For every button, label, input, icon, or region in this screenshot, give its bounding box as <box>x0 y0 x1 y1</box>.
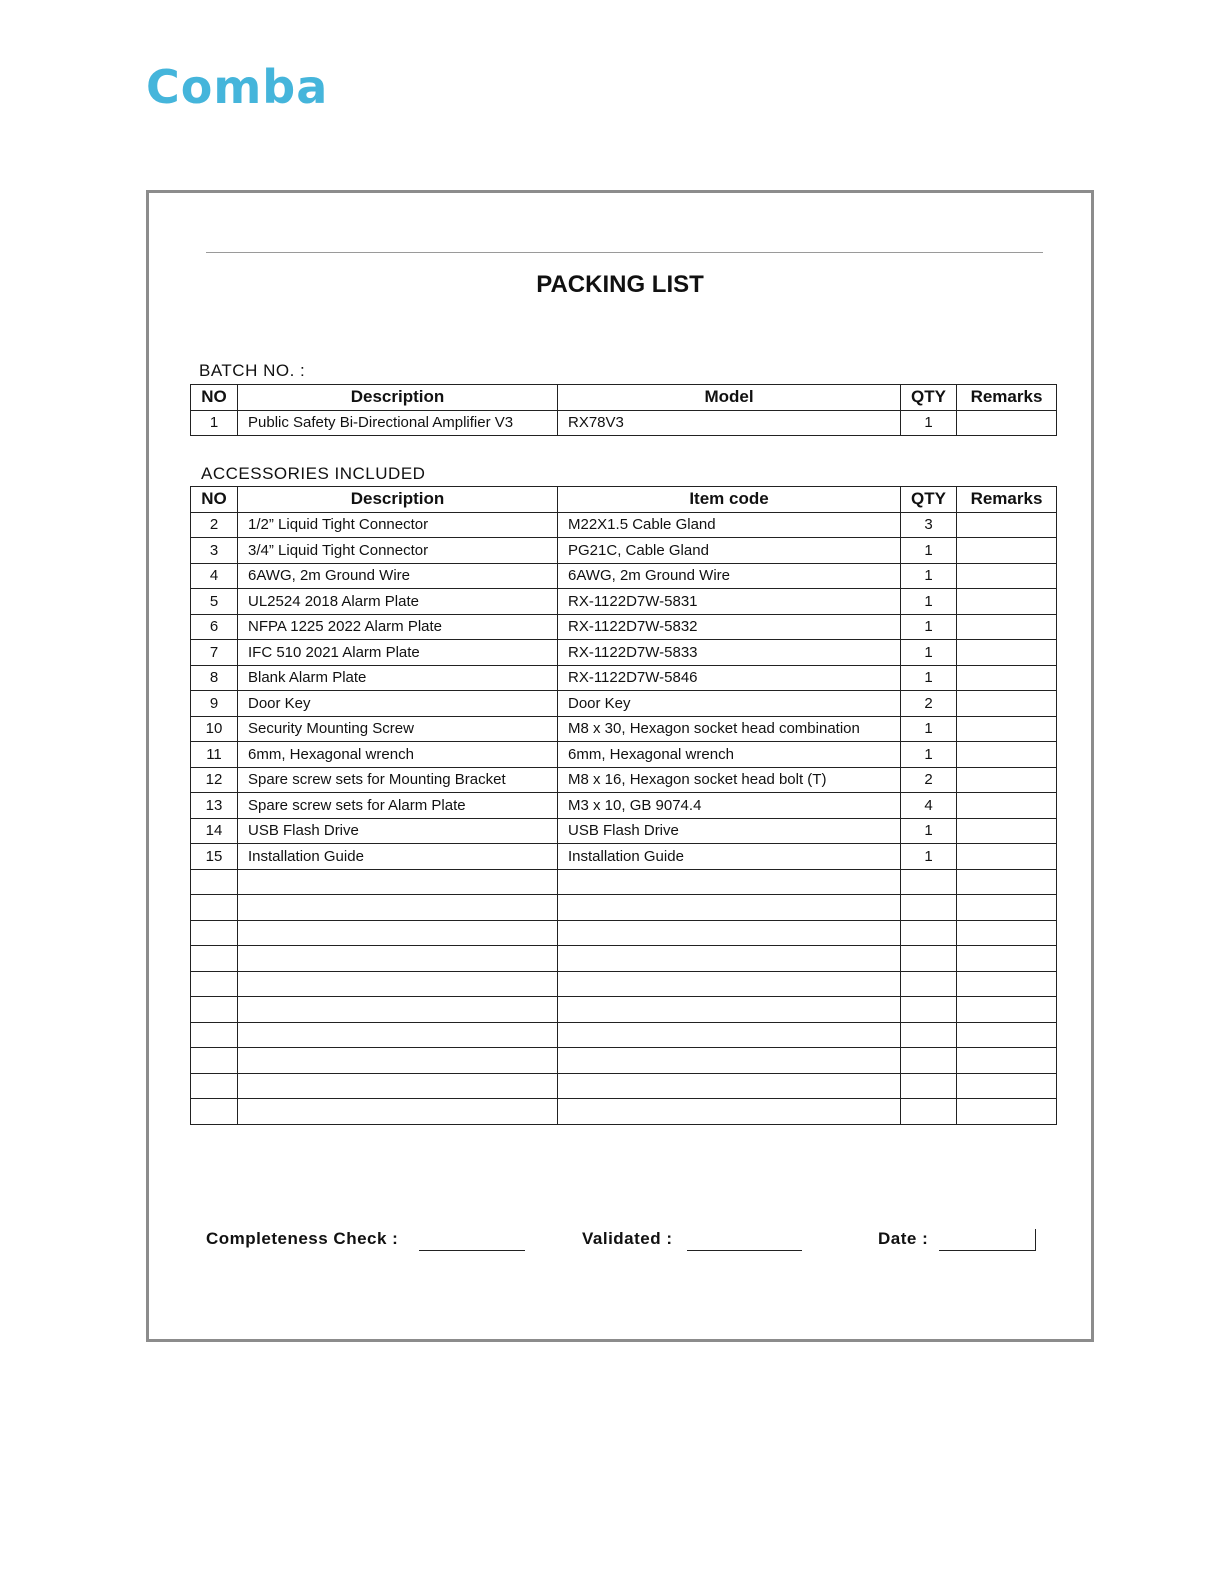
cell-remarks <box>957 997 1057 1023</box>
cell-no: 15 <box>191 844 238 870</box>
cell-qty: 1 <box>901 742 957 768</box>
cell-qty <box>901 920 957 946</box>
cell-description: Door Key <box>238 691 558 717</box>
cell-code: PG21C, Cable Gland <box>558 538 901 564</box>
table-row <box>191 793 1057 819</box>
cell-qty <box>901 869 957 895</box>
header-no: NO <box>191 487 238 513</box>
cell-qty <box>901 895 957 921</box>
cell-description <box>238 869 558 895</box>
cell-description <box>238 971 558 997</box>
cell-no: 2 <box>191 512 238 538</box>
cell-description: Blank Alarm Plate <box>238 665 558 691</box>
cell-remarks <box>957 895 1057 921</box>
cell-description: Spare screw sets for Mounting Bracket <box>238 767 558 793</box>
cell-no: 3 <box>191 538 238 564</box>
cell-qty <box>901 1048 957 1074</box>
cell-description: Security Mounting Screw <box>238 716 558 742</box>
batch-label: BATCH NO. : <box>199 361 306 380</box>
cell-qty: 1 <box>901 640 957 666</box>
cell-description <box>238 997 558 1023</box>
cell-remarks <box>957 1022 1057 1048</box>
cell-remarks <box>957 589 1057 615</box>
cell-qty: 1 <box>901 716 957 742</box>
cell-remarks <box>957 538 1057 564</box>
cell-code: M8 x 30, Hexagon socket head combination <box>558 716 901 742</box>
cell-code: M3 x 10, GB 9074.4 <box>558 793 901 819</box>
validated-line[interactable] <box>687 1250 802 1251</box>
cell-no <box>191 869 238 895</box>
cell-no <box>191 1048 238 1074</box>
cell-code <box>558 1022 901 1048</box>
cell-qty: 1 <box>901 538 957 564</box>
cell-code: 6AWG, 2m Ground Wire <box>558 563 901 589</box>
cell-no <box>191 997 238 1023</box>
cell-description <box>238 1022 558 1048</box>
cell-code <box>558 946 901 972</box>
cell-no <box>191 1099 238 1125</box>
cell-description <box>238 1048 558 1074</box>
cell-remarks <box>957 844 1057 870</box>
cell-code <box>558 1048 901 1074</box>
date-line[interactable] <box>939 1250 1035 1251</box>
cell-description: 6mm, Hexagonal wrench <box>238 742 558 768</box>
cell-description <box>238 920 558 946</box>
cell-qty: 1 <box>901 844 957 870</box>
table-row <box>191 920 1057 946</box>
cell-description: Spare screw sets for Alarm Plate <box>238 793 558 819</box>
cell-no: 5 <box>191 589 238 615</box>
cell-remarks <box>957 1073 1057 1099</box>
table-row <box>191 614 1057 640</box>
table-row <box>191 767 1057 793</box>
table-row <box>191 997 1057 1023</box>
cell-remarks <box>957 512 1057 538</box>
cell-no: 12 <box>191 767 238 793</box>
table-row <box>191 1073 1057 1099</box>
table-row <box>191 869 1057 895</box>
cell-no: 11 <box>191 742 238 768</box>
cell-no: 4 <box>191 563 238 589</box>
table-row <box>191 563 1057 589</box>
cell-code <box>558 1073 901 1099</box>
cell-code: RX-1122D7W-5832 <box>558 614 901 640</box>
table-row <box>191 818 1057 844</box>
header-qty: QTY <box>901 487 957 513</box>
cell-no <box>191 895 238 921</box>
cell-no: 6 <box>191 614 238 640</box>
cell-remarks <box>957 767 1057 793</box>
table-row <box>191 716 1057 742</box>
header-description: Description <box>238 487 558 513</box>
table-row <box>191 1022 1057 1048</box>
cell-description: Public Safety Bi-Directional Amplifier V3 <box>238 410 558 436</box>
cell-no <box>191 1073 238 1099</box>
cell-no <box>191 920 238 946</box>
table-row <box>191 895 1057 921</box>
cell-code <box>558 971 901 997</box>
cell-description: 1/2” Liquid Tight Connector <box>238 512 558 538</box>
cell-code <box>558 1099 901 1125</box>
header-item-code: Item code <box>558 487 901 513</box>
cell-remarks <box>957 742 1057 768</box>
cell-no: 14 <box>191 818 238 844</box>
table-row <box>191 410 1057 436</box>
cell-code <box>558 869 901 895</box>
cell-no <box>191 1022 238 1048</box>
header-model: Model <box>558 385 901 411</box>
divider <box>206 252 1043 253</box>
header-description: Description <box>238 385 558 411</box>
completeness-check-line[interactable] <box>419 1250 525 1251</box>
cell-remarks <box>957 793 1057 819</box>
cell-no: 9 <box>191 691 238 717</box>
cell-code: Installation Guide <box>558 844 901 870</box>
cell-remarks <box>957 665 1057 691</box>
cell-qty: 1 <box>901 665 957 691</box>
date-label: Date : <box>878 1229 929 1248</box>
cell-code <box>558 920 901 946</box>
cell-qty: 4 <box>901 793 957 819</box>
table-row <box>191 691 1057 717</box>
cell-code: USB Flash Drive <box>558 818 901 844</box>
table-row <box>191 971 1057 997</box>
cell-qty: 1 <box>901 818 957 844</box>
table-row <box>191 1099 1057 1125</box>
table-row <box>191 1048 1057 1074</box>
cell-qty: 1 <box>901 614 957 640</box>
table-row <box>191 742 1057 768</box>
cell-remarks <box>957 1099 1057 1125</box>
cell-qty: 1 <box>901 589 957 615</box>
cell-no: 13 <box>191 793 238 819</box>
packing-list-frame <box>146 190 1094 1342</box>
cell-remarks <box>957 716 1057 742</box>
header-qty: QTY <box>901 385 957 411</box>
accessories-table-header <box>191 487 1057 513</box>
cell-qty: 2 <box>901 691 957 717</box>
cell-remarks <box>957 971 1057 997</box>
header-remarks: Remarks <box>957 385 1057 411</box>
validated-label: Validated : <box>582 1229 673 1248</box>
cell-description <box>238 1073 558 1099</box>
cell-code: M8 x 16, Hexagon socket head bolt (T) <box>558 767 901 793</box>
cell-no <box>191 946 238 972</box>
cell-qty: 3 <box>901 512 957 538</box>
cell-description: NFPA 1225 2022 Alarm Plate <box>238 614 558 640</box>
table-row <box>191 946 1057 972</box>
cell-description: USB Flash Drive <box>238 818 558 844</box>
cell-qty: 1 <box>901 563 957 589</box>
cell-description: 6AWG, 2m Ground Wire <box>238 563 558 589</box>
cell-no: 10 <box>191 716 238 742</box>
date-line-end <box>1035 1229 1036 1251</box>
cell-remarks <box>957 410 1057 436</box>
comba-logo: Comba <box>146 60 329 114</box>
cell-code: RX-1122D7W-5833 <box>558 640 901 666</box>
table-row <box>191 589 1057 615</box>
table-row <box>191 512 1057 538</box>
cell-remarks <box>957 1048 1057 1074</box>
completeness-check-label: Completeness Check : <box>206 1229 399 1248</box>
cell-description: UL2524 2018 Alarm Plate <box>238 589 558 615</box>
cell-no <box>191 971 238 997</box>
cell-description: Installation Guide <box>238 844 558 870</box>
cell-no: 7 <box>191 640 238 666</box>
page-title: PACKING LIST <box>536 271 704 298</box>
cell-code: M22X1.5 Cable Gland <box>558 512 901 538</box>
cell-remarks <box>957 563 1057 589</box>
cell-qty <box>901 971 957 997</box>
cell-description: IFC 510 2021 Alarm Plate <box>238 640 558 666</box>
cell-qty: 1 <box>901 410 957 436</box>
cell-description <box>238 1099 558 1125</box>
cell-remarks <box>957 869 1057 895</box>
cell-qty: 2 <box>901 767 957 793</box>
table-row <box>191 844 1057 870</box>
header-remarks: Remarks <box>957 487 1057 513</box>
main-table-header <box>191 385 1057 411</box>
cell-remarks <box>957 818 1057 844</box>
cell-qty <box>901 1099 957 1125</box>
cell-code: RX-1122D7W-5831 <box>558 589 901 615</box>
cell-qty <box>901 997 957 1023</box>
cell-code: RX78V3 <box>558 410 901 436</box>
cell-no: 1 <box>191 410 238 436</box>
cell-description: 3/4” Liquid Tight Connector <box>238 538 558 564</box>
cell-qty <box>901 946 957 972</box>
cell-code <box>558 895 901 921</box>
cell-no: 8 <box>191 665 238 691</box>
cell-remarks <box>957 640 1057 666</box>
cell-code: 6mm, Hexagonal wrench <box>558 742 901 768</box>
cell-remarks <box>957 614 1057 640</box>
table-row <box>191 538 1057 564</box>
main-table <box>190 384 1057 436</box>
cell-code <box>558 997 901 1023</box>
cell-description <box>238 895 558 921</box>
cell-qty <box>901 1022 957 1048</box>
cell-description <box>238 946 558 972</box>
accessories-table <box>190 486 1057 1125</box>
cell-remarks <box>957 691 1057 717</box>
cell-code: Door Key <box>558 691 901 717</box>
cell-qty <box>901 1073 957 1099</box>
header-no: NO <box>191 385 238 411</box>
cell-remarks <box>957 946 1057 972</box>
table-row <box>191 640 1057 666</box>
accessories-label: ACCESSORIES INCLUDED <box>201 464 426 483</box>
cell-code: RX-1122D7W-5846 <box>558 665 901 691</box>
cell-remarks <box>957 920 1057 946</box>
table-row <box>191 665 1057 691</box>
